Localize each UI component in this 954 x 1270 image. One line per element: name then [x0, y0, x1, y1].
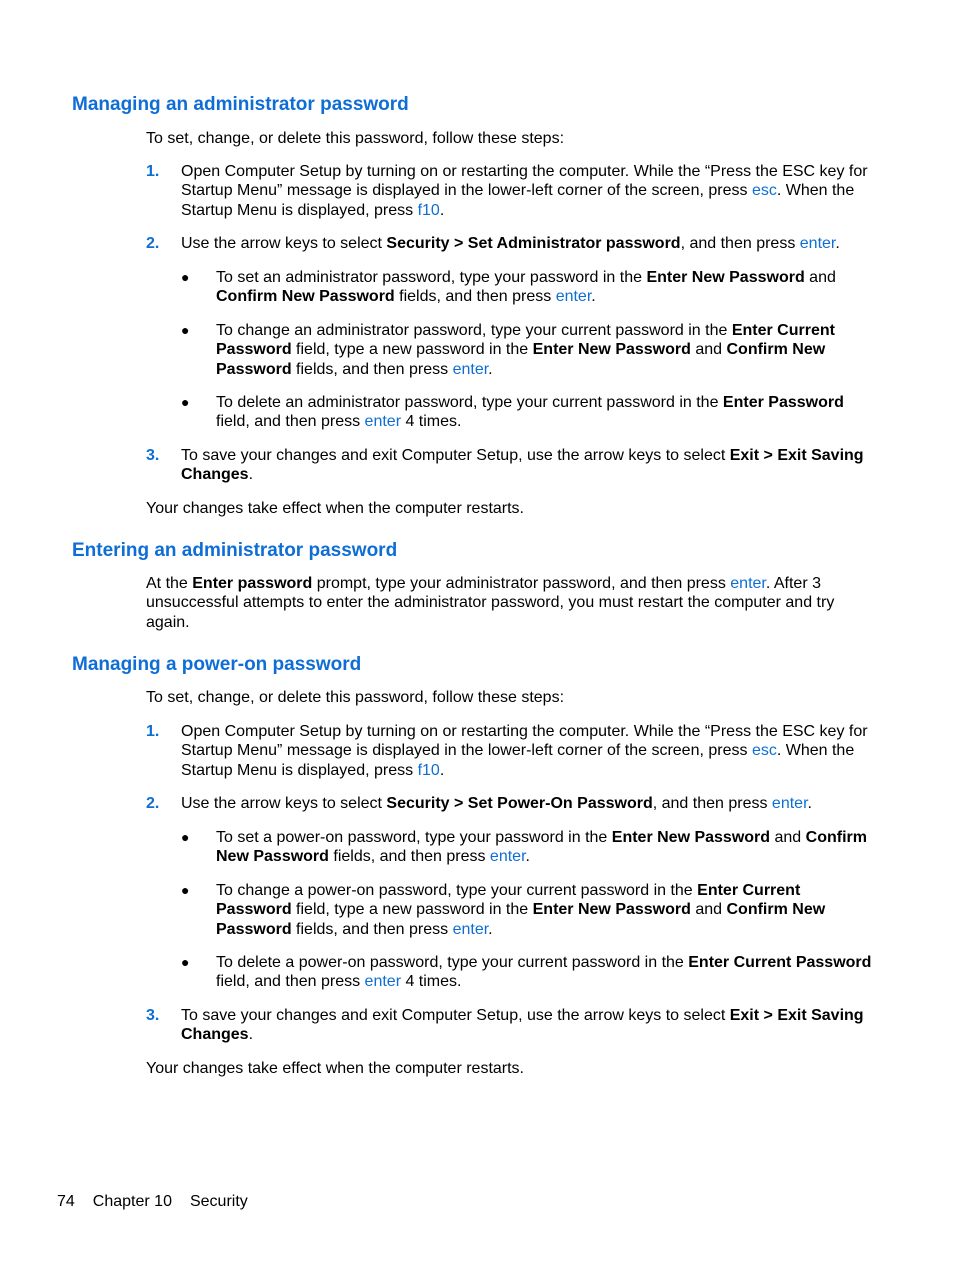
bullet-icon: ● [181, 394, 190, 410]
key-f10: f10 [417, 201, 440, 219]
key-enter: enter [452, 360, 489, 378]
step-number: 1. [146, 163, 160, 180]
key-enter: enter [364, 413, 402, 431]
bullet-item: ● To change an administrator password, type your current password in the Enter Current Password field, type a new password in the Enter New Password and Confirm New Password fields, and then press enter. [181, 322, 835, 378]
step-1 [146, 162, 874, 220]
step-number: 1. [146, 723, 160, 740]
chapter-title: Security [189, 1193, 248, 1210]
step-text: To save your changes and exit Computer Setup, use the arrow keys to select Exit > Exit Saving Changes. [181, 447, 864, 484]
step-3 [146, 446, 874, 485]
outro-text: Your changes take effect when the computer restarts. [146, 1060, 524, 1077]
intro-text: To set, change, or delete this password, follow these steps: [146, 130, 565, 147]
intro-text: To set, change, or delete this password, follow these steps: [146, 689, 565, 706]
bullet-item: ● To set a power-on password, type your password in the Enter New Password and Confirm New Password fields, and then press enter. [181, 829, 867, 866]
key-enter: enter [730, 575, 766, 592]
step-text: Open Computer Setup by turning on or restarting the computer. While the “Press the ESC key for Startup Menu” message is displayed in the lower-left corner of the screen, press esc. When the Startup Menu is displayed, press f10. [181, 723, 868, 779]
step-text: Use the arrow keys to select Security > Set Power-On Password, and then press enter. [181, 795, 812, 812]
section-heading-entering-admin: Entering an administrator password [72, 540, 398, 561]
bullet-item: ● To set an administrator password, type your password in the Enter New Password and Confirm New Password fields, and then press enter. [181, 269, 836, 306]
key-enter: enter [555, 288, 592, 306]
step-3 [146, 1006, 874, 1045]
bullet-icon: ● [181, 954, 190, 970]
page-footer [57, 1192, 248, 1211]
paragraph: At the Enter password prompt, type your administrator password, and then press enter. After 3 unsuccessful attempts to enter the administrator password, you must restart the computer and try again. [146, 575, 835, 631]
step-2 [146, 794, 874, 813]
bullet-icon: ● [181, 882, 190, 898]
key-enter: enter [452, 920, 489, 938]
step-2 [146, 234, 874, 253]
step-number: 3. [146, 447, 160, 464]
page-number: 74 [57, 1193, 75, 1210]
key-enter: enter [489, 848, 526, 866]
bullet-icon: ● [181, 829, 190, 845]
section-heading-power-on: Managing a power-on password [72, 654, 362, 675]
step-text: Use the arrow keys to select Security > Set Administrator password, and then press enter. [181, 235, 840, 252]
bullet-item: ● To change a power-on password, type your current password in the Enter Current Password field, type a new password in the Enter New Password and Confirm New Password fields, and then press enter. [181, 882, 826, 938]
key-enter: enter [771, 795, 808, 812]
key-esc: esc [751, 182, 777, 200]
key-enter: enter [364, 973, 402, 991]
chapter-label: Chapter 10 [92, 1193, 172, 1210]
step-number: 3. [146, 1007, 160, 1024]
bullet-icon: ● [181, 322, 190, 338]
section-heading-managing-admin: Managing an administrator password [72, 94, 409, 115]
step-text: To save your changes and exit Computer Setup, use the arrow keys to select Exit > Exit Saving Changes. [181, 1007, 864, 1044]
key-f10: f10 [417, 761, 440, 779]
key-esc: esc [751, 742, 777, 760]
step-number: 2. [146, 795, 160, 812]
key-enter: enter [799, 235, 836, 252]
step-text: Open Computer Setup by turning on or restarting the computer. While the “Press the ESC key for Startup Menu” message is displayed in the lower-left corner of the screen, press esc. When the Startup Menu is displayed, press f10. [181, 163, 868, 219]
bullet-item: ● To delete a power-on password, type your current password in the Enter Current Password field, and then press enter 4 times. [181, 954, 872, 991]
step-1 [146, 722, 874, 780]
bullet-icon: ● [181, 269, 190, 285]
outro-text: Your changes take effect when the computer restarts. [146, 500, 524, 517]
step-number: 2. [146, 235, 160, 252]
bullet-item: ● To delete an administrator password, type your current password in the Enter Password field, and then press enter 4 times. [181, 394, 844, 431]
